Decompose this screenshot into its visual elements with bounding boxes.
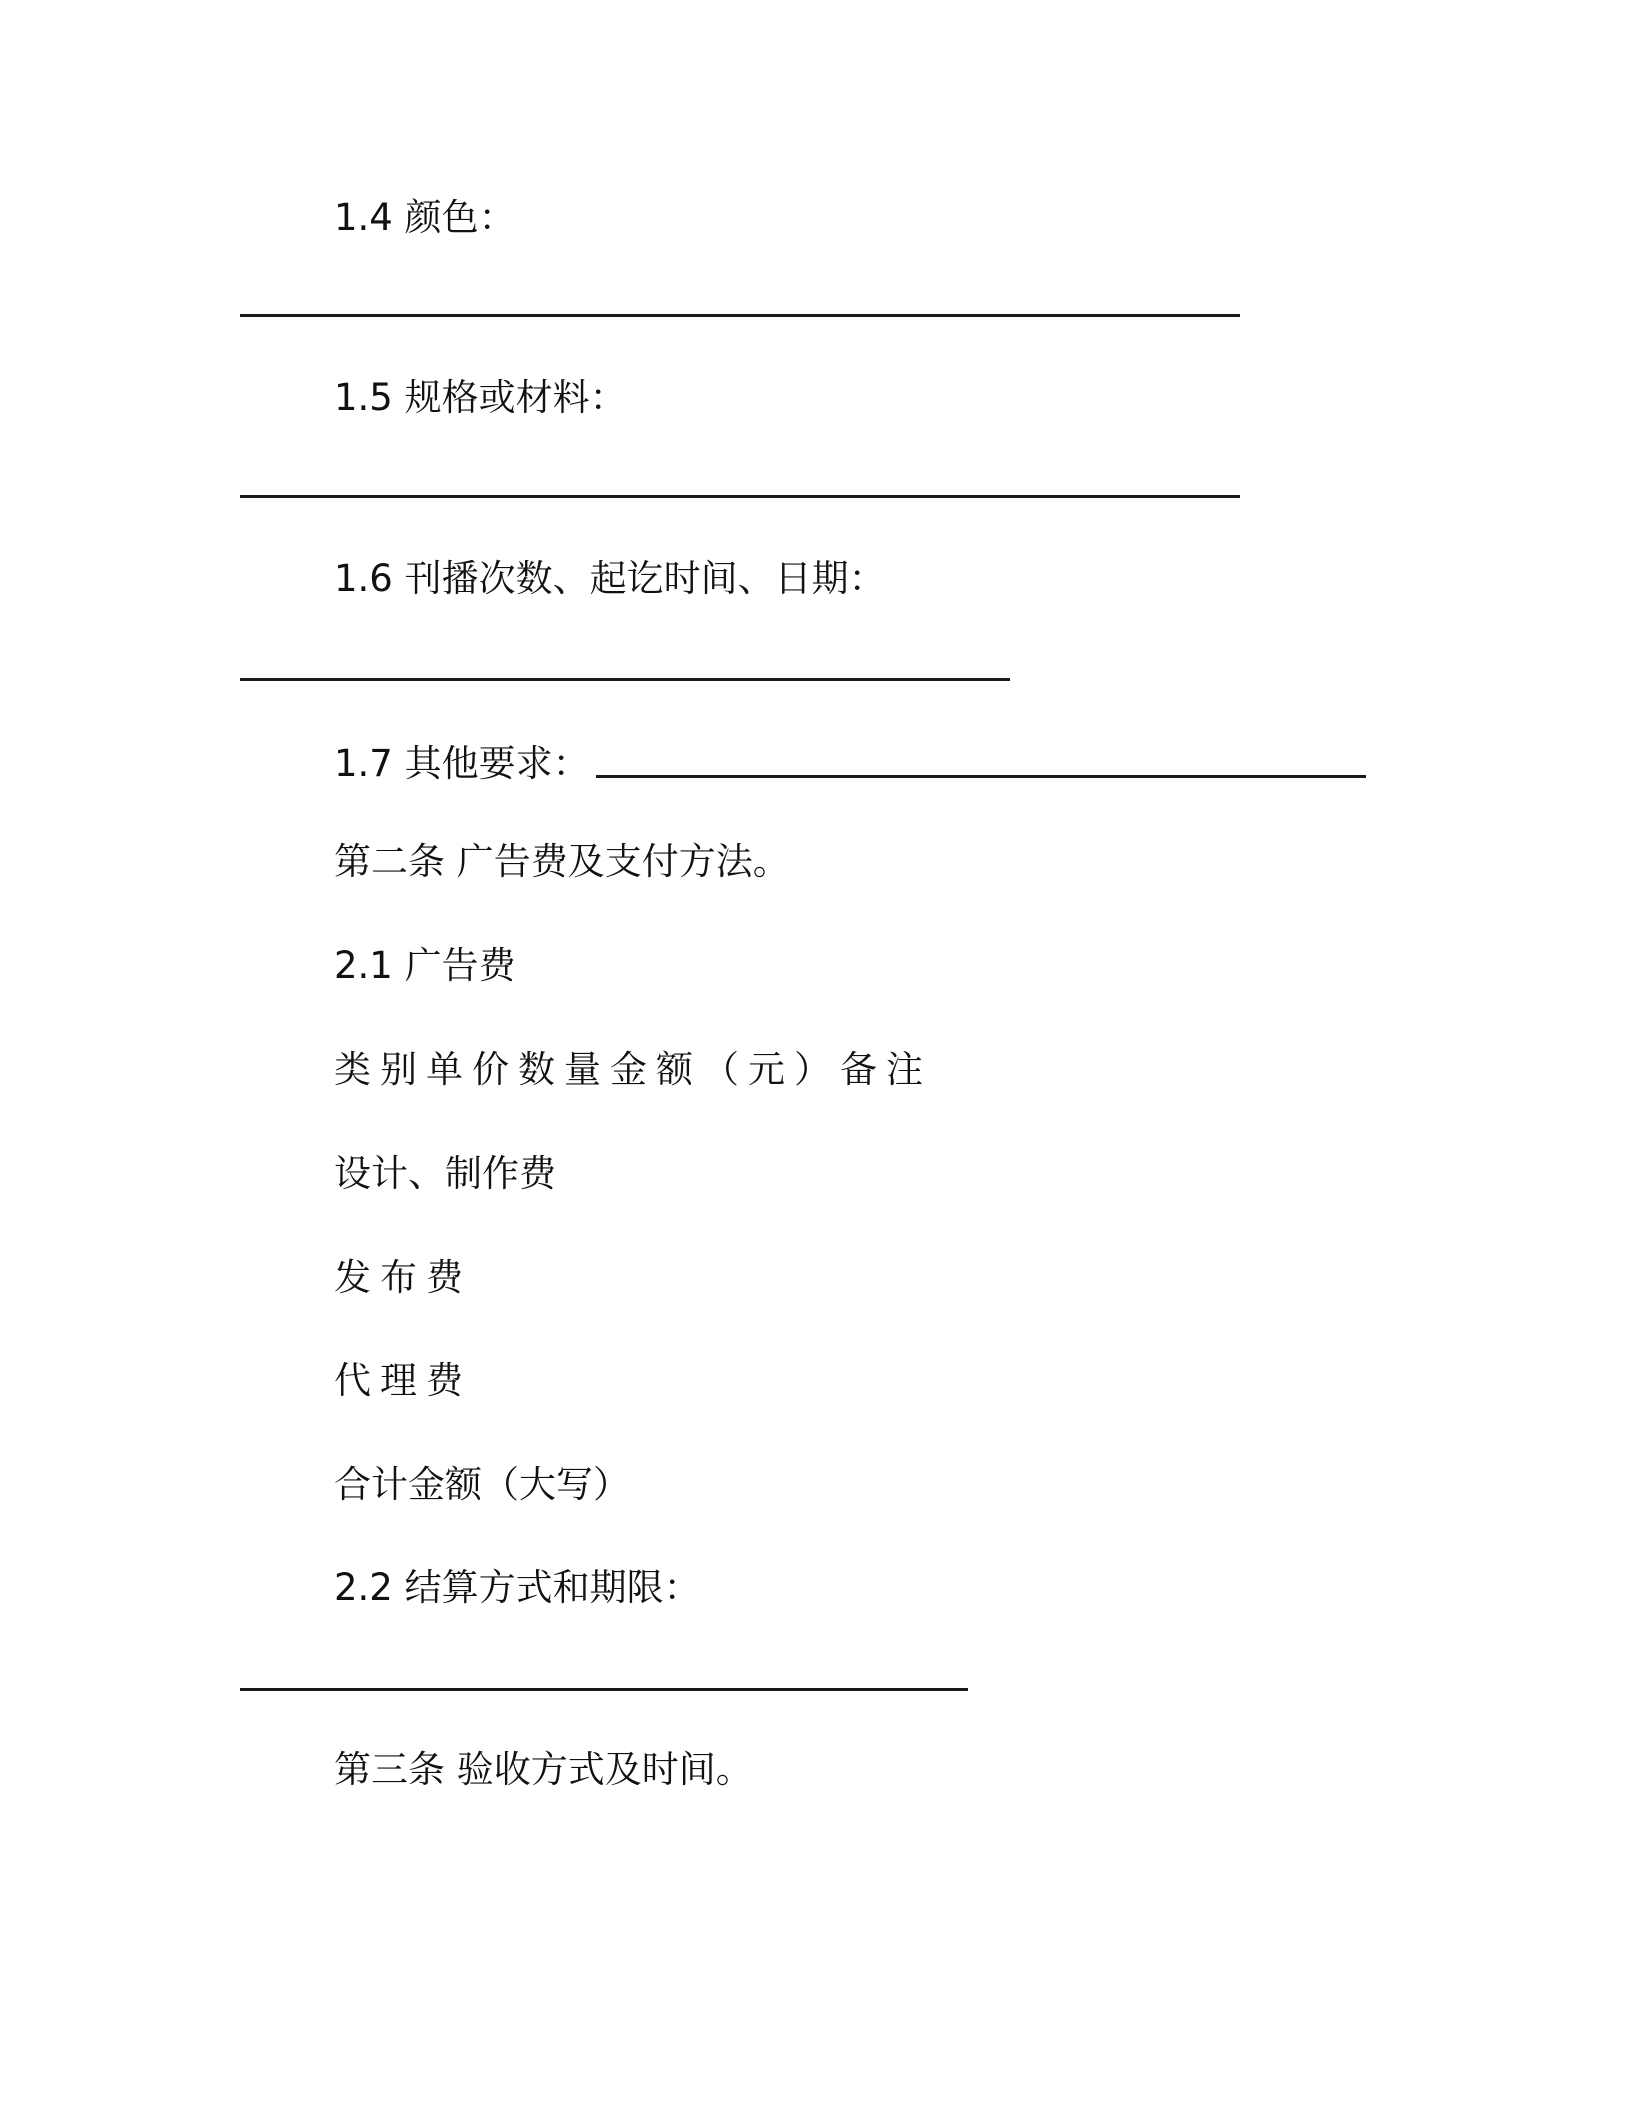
clause-1-7-label: 1.7 其他要求： [334, 742, 590, 785]
clause-1-5-spec: 1.5 规格或材料： [334, 376, 627, 419]
article-3-heading: 第三条 验收方式及时间。 [334, 1748, 753, 1791]
clause-2-2-settlement: 2.2 结算方式和期限： [334, 1566, 701, 1609]
fill-in-line-1-6 [240, 678, 1010, 681]
clause-2-1-fee: 2.1 广告费 [334, 944, 516, 987]
fill-in-line-1-4 [240, 314, 1240, 317]
fill-in-line-1-5 [240, 495, 1240, 498]
fee-row-publish: 发布费 [334, 1256, 472, 1299]
fill-in-line-2-2 [240, 1688, 968, 1691]
clause-1-6-schedule: 1.6 刊播次数、起讫时间、日期： [334, 557, 886, 600]
fee-table-header: 类别单价数量金额（元）备注 [334, 1048, 932, 1091]
fill-in-line-1-7 [596, 775, 1366, 778]
clause-1-4-color: 1.4 颜色： [334, 196, 516, 239]
fee-row-design: 设计、制作费 [334, 1152, 556, 1195]
clause-1-7-other [334, 740, 1366, 788]
article-2-heading: 第二条 广告费及支付方法。 [334, 840, 790, 883]
fee-row-agency: 代理费 [334, 1359, 472, 1402]
fee-row-total: 合计金额（大写） [334, 1463, 630, 1506]
